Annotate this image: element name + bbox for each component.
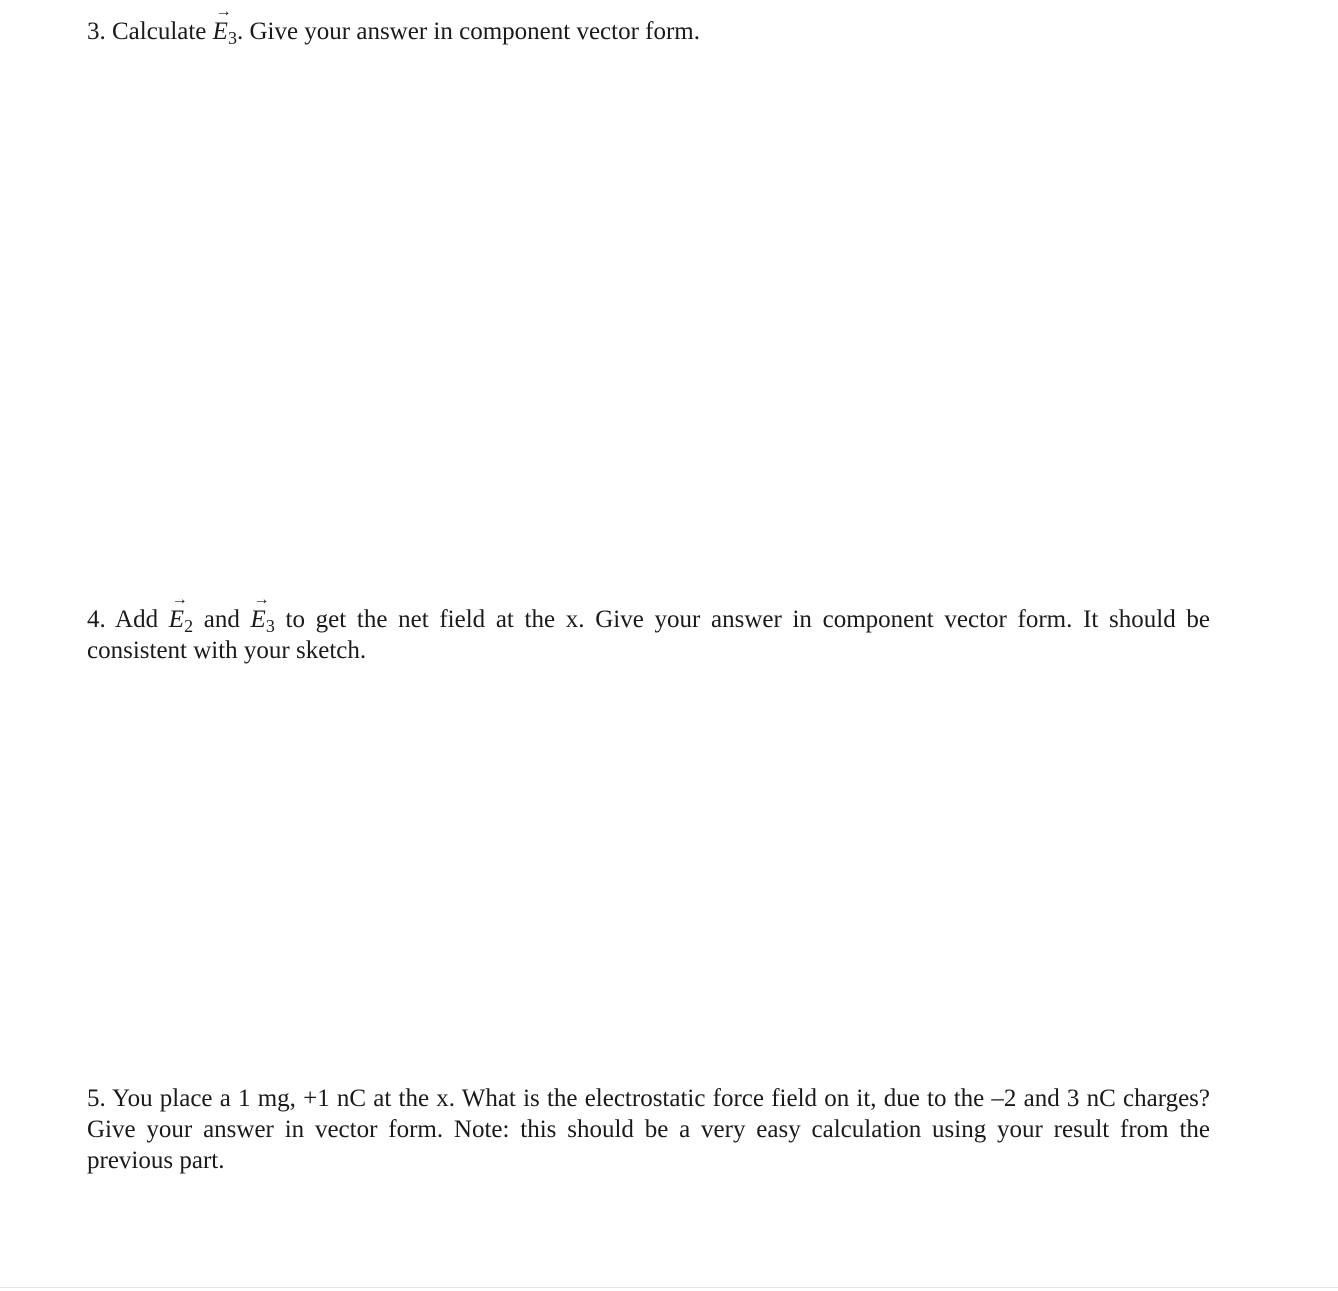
question-5 (87, 1083, 1210, 1176)
vector-subscript: 3 (227, 28, 237, 48)
question-3-suffix: . Give your answer in component vector form. (236, 18, 700, 45)
vector-arrow-icon: → (253, 591, 270, 608)
page-bottom-divider (0, 1287, 1338, 1288)
question-4-prefix: 4. Add (87, 606, 169, 633)
vector-arrow-icon: → (215, 3, 232, 20)
question-5-text: 5. You place a 1 mg, +1 nC at the x. What is the electrostatic force field on it, due to the –2 and 3 nC charges? Give your answer in vector form. Note: this should be a very easy calculation using your result from the previous part. (87, 1085, 1210, 1174)
question-4-connector: and (193, 606, 251, 633)
vector-e3 (250, 591, 275, 636)
question-4-suffix: to get the net field at the x. Give your answer in component vector form. It should be consistent with your sketch. (87, 606, 1210, 664)
vector-e2 (168, 591, 194, 636)
vector-e3 (212, 3, 237, 48)
question-3-prefix: 3. Calculate (87, 18, 213, 45)
vector-subscript: 2 (184, 616, 194, 636)
vector-symbol: E (168, 606, 185, 633)
vector-arrow-icon: → (171, 591, 188, 608)
question-3 (87, 3, 1210, 48)
question-4 (87, 591, 1210, 666)
vector-subscript: 3 (265, 616, 275, 636)
vector-symbol: E (250, 606, 266, 633)
vector-symbol: E (212, 18, 228, 45)
